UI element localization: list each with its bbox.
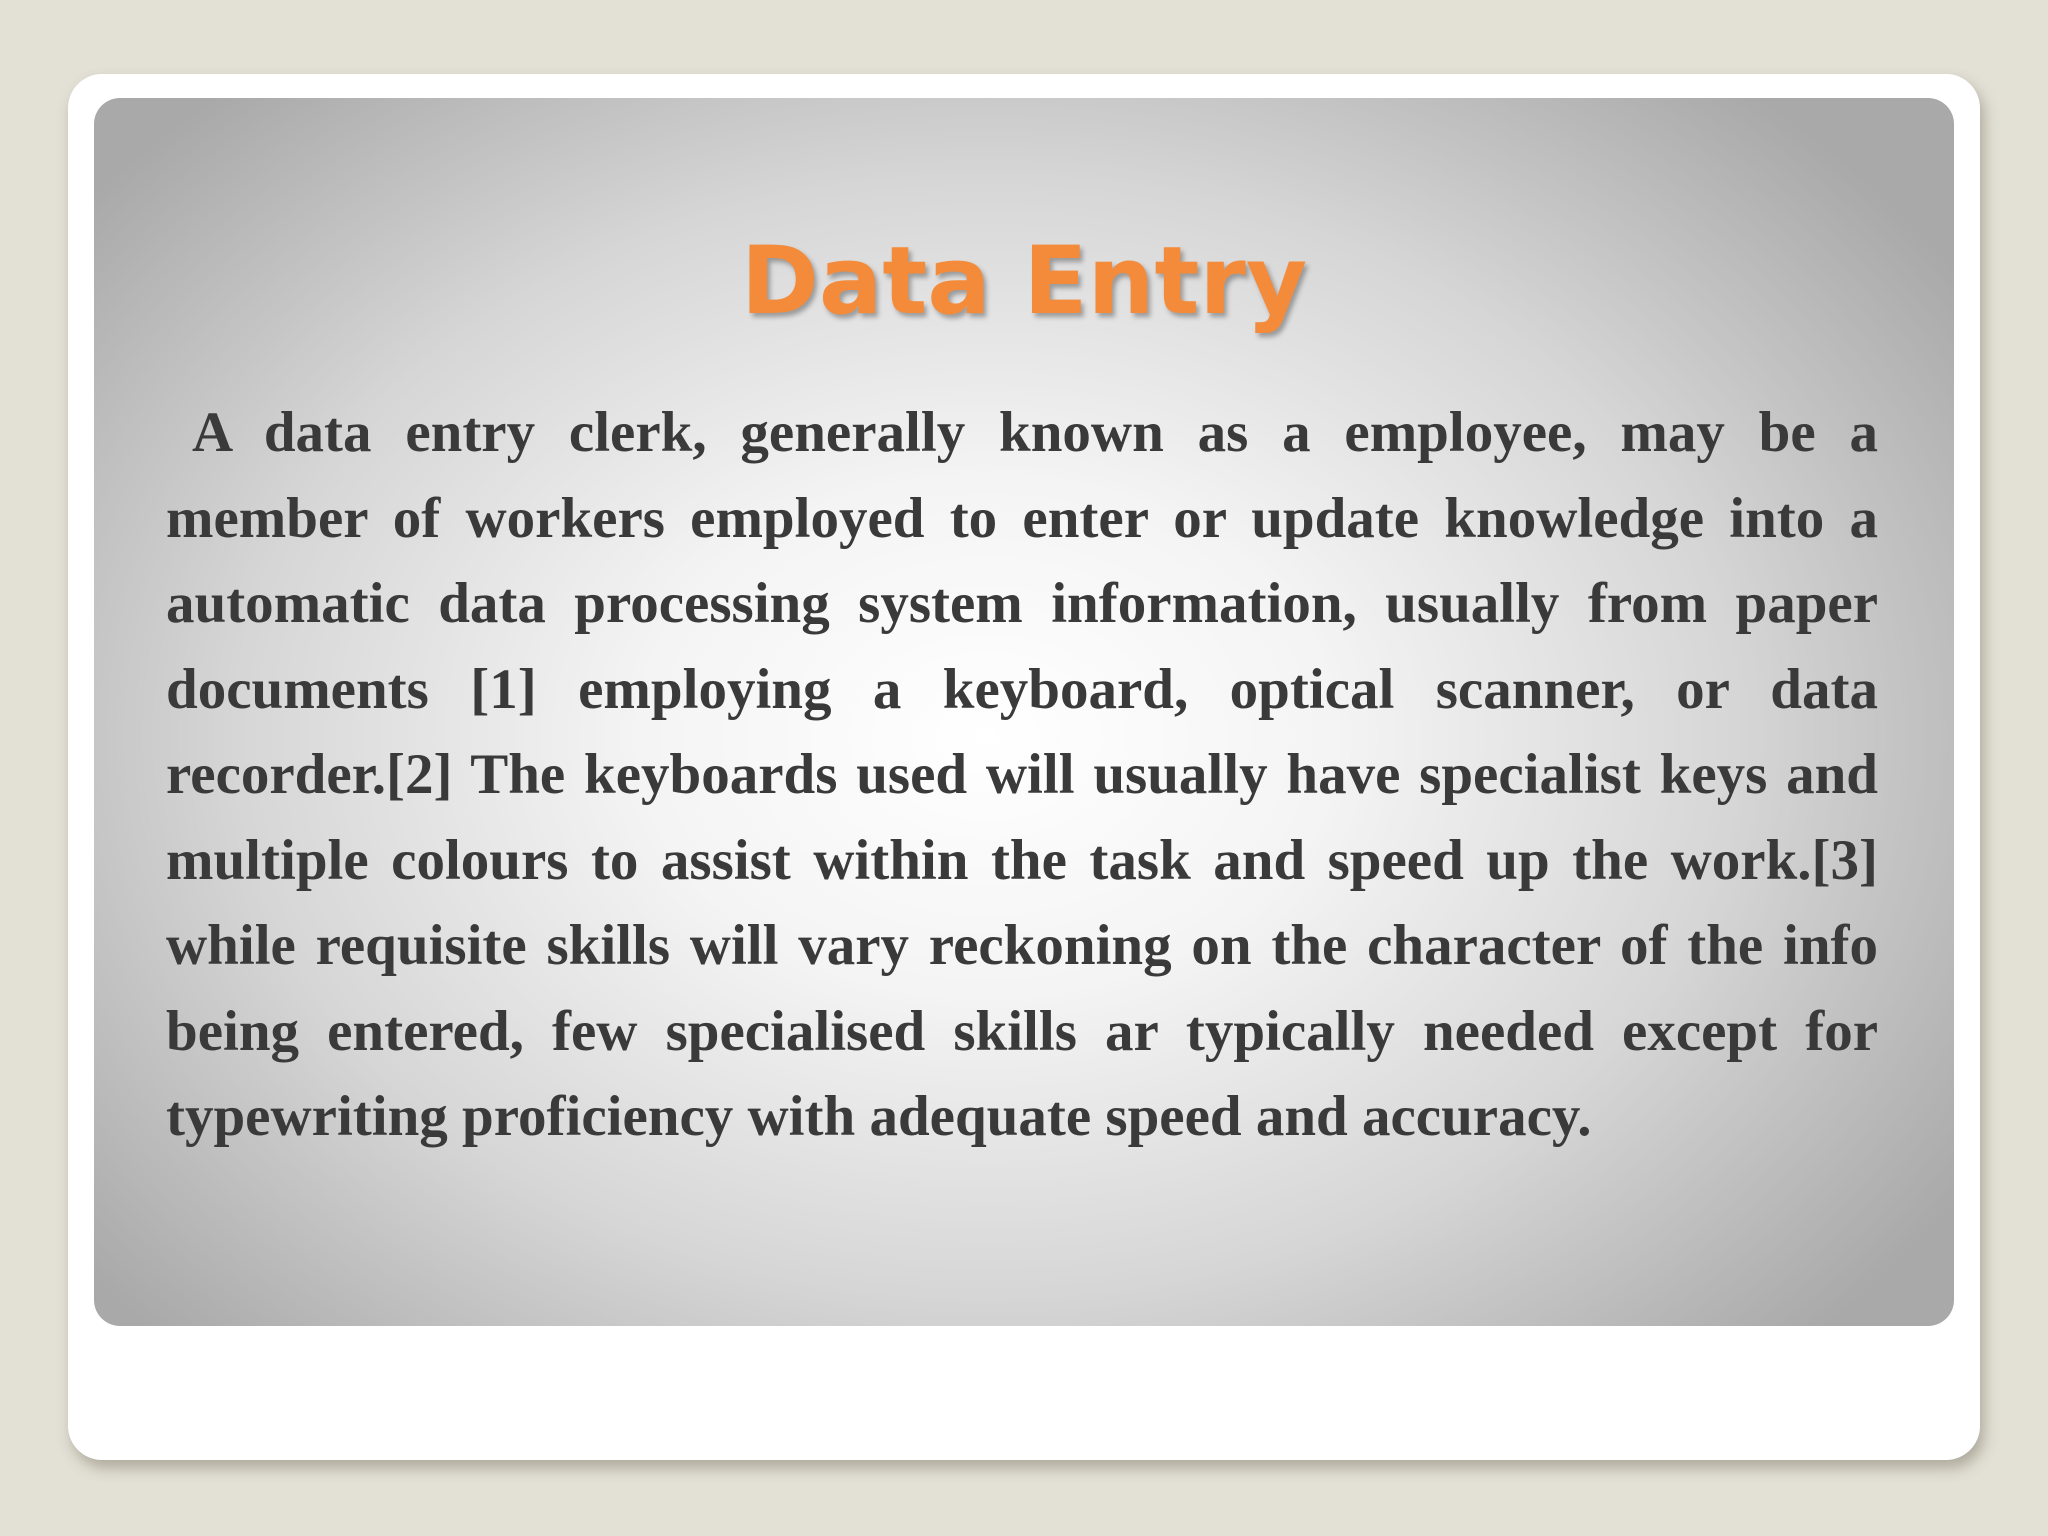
slide-title: Data Entry bbox=[740, 227, 1308, 336]
slide-card bbox=[68, 74, 1980, 1460]
content-panel bbox=[94, 98, 1954, 1326]
slide-body-text: A data entry clerk, generally known as a employee, may be a member of workers employed to enter or update knowledge into a automatic data processing system information, usually from paper documents [1] employing a keyboard, optical scanner, or data recorder.[2] The keyboards used will usually have specialist keys and multiple colours to assist within the task and speed up the work.[3] while requisite skills will vary reckoning on the character of the info being entered, few specialised skills ar typically needed except for typewriting proficiency with adequate speed and accuracy. bbox=[166, 401, 1878, 1148]
